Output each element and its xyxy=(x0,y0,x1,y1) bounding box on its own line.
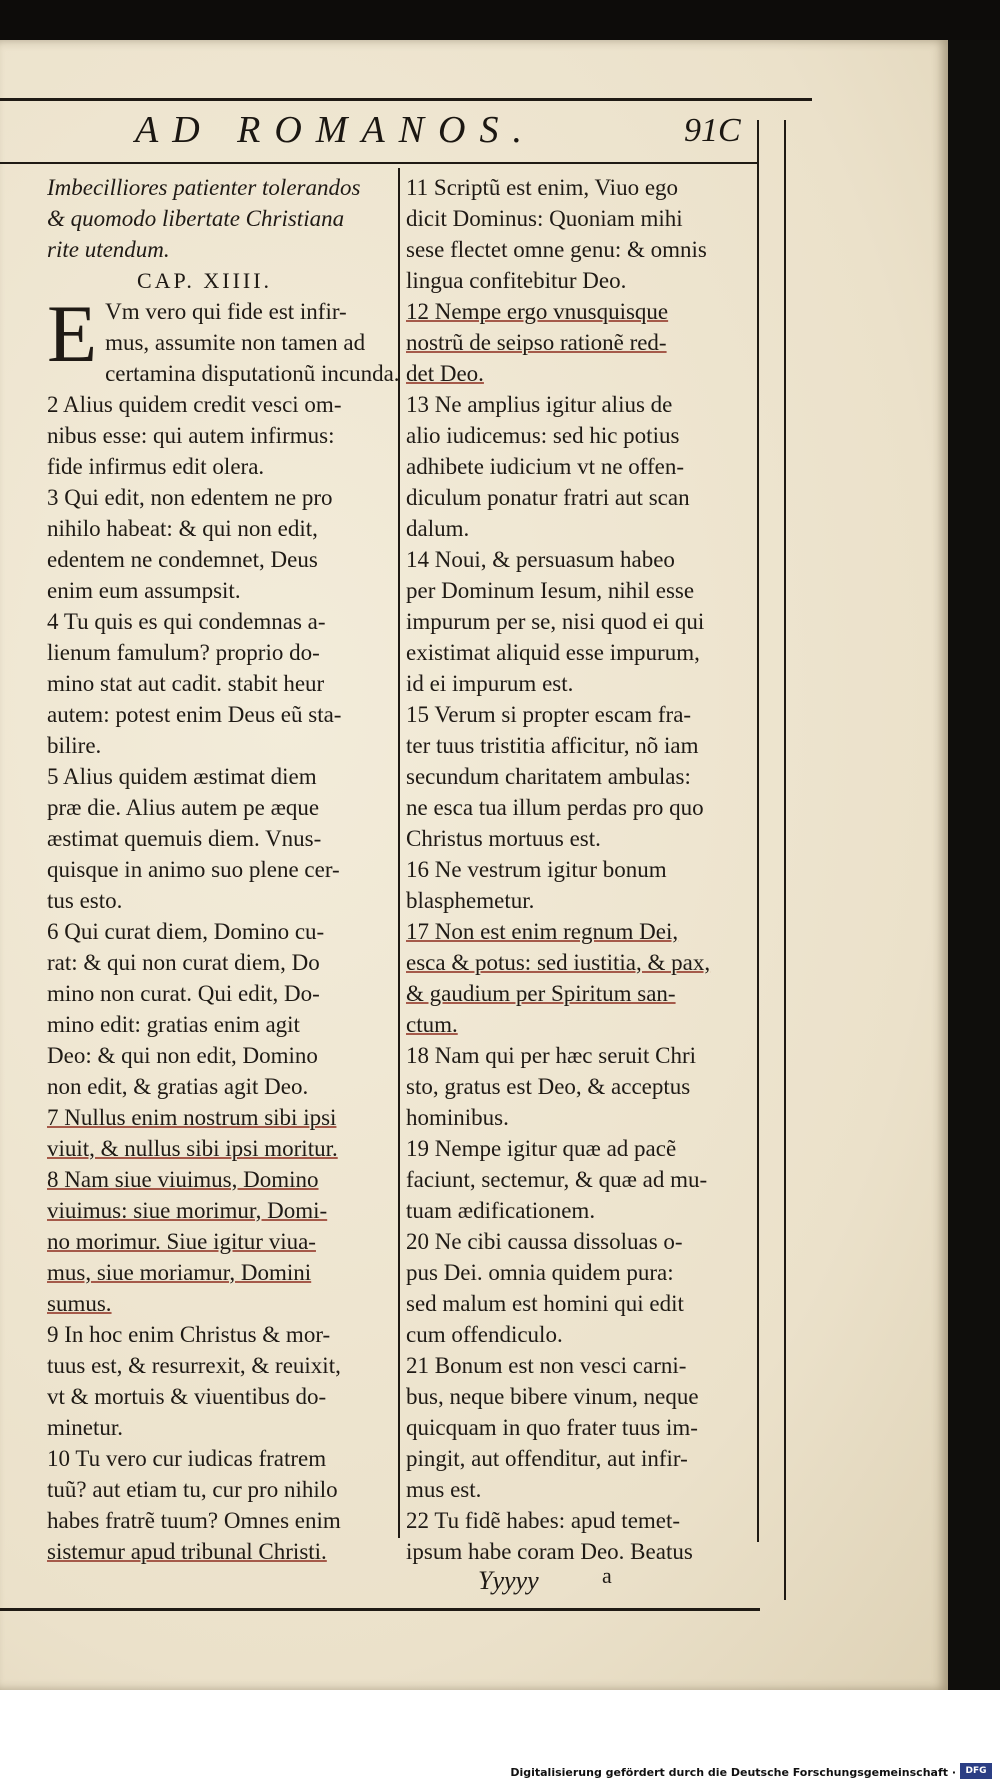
underlined-line: viuit, & nullus sibi ipsi moritur. xyxy=(47,1136,338,1161)
text-line: 21 Bonum est non vesci carni- xyxy=(406,1353,687,1378)
header-rule-bottom xyxy=(0,162,758,164)
underlined-line: 8 Nam siue viuimus, Domino xyxy=(47,1167,319,1192)
drop-capital: E xyxy=(47,288,98,379)
drop-paragraph xyxy=(47,288,400,389)
text-line: 5 Alius quidem æstimat diem xyxy=(47,764,317,789)
text-line: 4 Tu quis es qui condemnas a- xyxy=(47,609,326,634)
text-line: 6 Qui curat diem, Domino cu- xyxy=(47,919,325,944)
text-line: 9 In hoc enim Christus & mor- xyxy=(47,1322,331,1347)
outer-border-right-2 xyxy=(784,120,786,1600)
text-line: habes fratrẽ tuum? Omnes enim xyxy=(47,1508,341,1533)
drop-line: certamina disputationũ incunda. xyxy=(105,361,400,386)
underlined-line: det Deo. xyxy=(406,361,484,386)
underlined-line: sumus. xyxy=(47,1291,112,1316)
text-line: blasphemetur. xyxy=(406,888,535,913)
text-line: mino non curat. Qui edit, Do- xyxy=(47,981,320,1006)
text-line: 10 Tu vero cur iudicas fratrem xyxy=(47,1446,327,1471)
right-column xyxy=(406,172,744,1567)
signature-mark: Yyyyy xyxy=(478,1566,539,1595)
text-line: 11 Scriptũ est enim, Viuo ego xyxy=(406,175,679,200)
underlined-line: 7 Nullus enim nostrum sibi ipsi xyxy=(47,1105,337,1130)
text-line: tus esto. xyxy=(47,888,123,913)
footer-credit: Digitalisierung gefördert durch die Deutsche Forschungsgemeinschaft · xyxy=(510,1766,956,1779)
text-line: impurum per se, nisi quod ei qui xyxy=(406,609,705,634)
text-line: enim eum assumpsit. xyxy=(47,578,241,603)
scan-border-top xyxy=(0,0,1000,42)
dfg-logo: DFG xyxy=(960,1763,992,1779)
text-line: dicit Dominus: Quoniam mihi xyxy=(406,206,683,231)
text-line: hominibus. xyxy=(406,1105,509,1130)
text-line: minetur. xyxy=(47,1415,124,1440)
text-line: id ei impurum est. xyxy=(406,671,574,696)
underlined-line: nostrũ de seipso rationẽ red- xyxy=(406,330,667,355)
text-line: lingua confitebitur Deo. xyxy=(406,268,627,293)
header-rule-top xyxy=(0,98,812,101)
text-line: secundum charitatem ambulas: xyxy=(406,764,691,789)
text-line: existimat aliquid esse impurum, xyxy=(406,640,700,665)
intro-line: & quomodo libertate Christiana xyxy=(47,206,345,231)
text-line: edentem ne condemnet, Deus xyxy=(47,547,318,572)
text-line: 15 Verum si propter escam fra- xyxy=(406,702,692,727)
text-line: nibus esse: qui autem infirmus: xyxy=(47,423,335,448)
text-line: lienum famulum? proprio do- xyxy=(47,640,320,665)
text-line: cum offendiculo. xyxy=(406,1322,563,1347)
text-line: mino edit: gratias enim agit xyxy=(47,1012,300,1037)
text-line: mino stat aut cadit. stabit heur xyxy=(47,671,325,696)
text-line: quisque in animo suo plene cer- xyxy=(47,857,340,882)
text-line: tuam ædificationem. xyxy=(406,1198,596,1223)
text-line: ter tuus tristitia afficitur, nõ iam xyxy=(406,733,699,758)
scan-border-right xyxy=(948,40,1000,1690)
text-line: autem: potest enim Deus eũ sta- xyxy=(47,702,342,727)
text-line: dalum. xyxy=(406,516,470,541)
underlined-line: 12 Nempe ergo vnusquisque xyxy=(406,299,669,324)
page-number: 91C xyxy=(684,112,741,149)
text-line: præ die. Alius autem pe æque xyxy=(47,795,320,820)
text-line: per Dominum Iesum, nihil esse xyxy=(406,578,695,603)
text-line: Christus mortuus est. xyxy=(406,826,601,851)
text-line: tuũ? aut etiam tu, cur pro nihilo xyxy=(47,1477,338,1502)
text-line: sed malum est homini qui edit xyxy=(406,1291,684,1316)
intro-line: rite utendum. xyxy=(47,237,170,262)
text-line: vt & mortuis & viuentibus do- xyxy=(47,1384,327,1409)
outer-border-right xyxy=(757,120,759,1542)
text-line: 14 Noui, & persuasum habeo xyxy=(406,547,675,572)
text-line: sese flectet omne genu: & omnis xyxy=(406,237,707,262)
underlined-line: sistemur apud tribunal Christi. xyxy=(47,1539,327,1564)
text-line: 20 Ne cibi caussa dissoluas o- xyxy=(406,1229,683,1254)
intro-line: Imbecilliores patienter tolerandos xyxy=(47,175,361,200)
underlined-line: no morimur. Siue igitur viua- xyxy=(47,1229,316,1254)
underlined-line: 17 Non est enim regnum Dei, xyxy=(406,919,679,944)
left-column xyxy=(47,172,400,1567)
text-line: ipsum habe coram Deo. Beatus xyxy=(406,1539,693,1564)
text-line: 19 Nempe igitur quæ ad pacẽ xyxy=(406,1136,677,1161)
footer-rule xyxy=(0,1608,760,1611)
text-line: pingit, aut offenditur, aut infir- xyxy=(406,1446,688,1471)
text-line: diculum ponatur fratri aut scan xyxy=(406,485,690,510)
drop-line: Vm vero qui fide est infir- xyxy=(105,299,347,324)
text-line: sto, gratus est Deo, & acceptus xyxy=(406,1074,691,1099)
text-line: 18 Nam qui per hæc seruit Chri xyxy=(406,1043,697,1068)
running-title: AD ROMANOS. xyxy=(135,109,536,151)
text-line: alio iudicemus: sed hic potius xyxy=(406,423,680,448)
underlined-line: ctum. xyxy=(406,1012,458,1037)
text-line: 22 Tu fidẽ habes: apud temet- xyxy=(406,1508,681,1533)
chapter-heading: CAP. XIIII. xyxy=(137,268,273,293)
signature-sub: a xyxy=(602,1563,612,1588)
underlined-line: esca & potus: sed iustitia, & pax, xyxy=(406,950,711,975)
text-line: nihilo habeat: & qui non edit, xyxy=(47,516,318,541)
text-line: mus est. xyxy=(406,1477,482,1502)
text-line: æstimat quemuis diem. Vnus- xyxy=(47,826,322,851)
text-line: bus, neque bibere vinum, neque xyxy=(406,1384,699,1409)
text-line: 16 Ne vestrum igitur bonum xyxy=(406,857,667,882)
drop-line: mus, assumite non tamen ad xyxy=(105,330,366,355)
text-line: ne esca tua illum perdas pro quo xyxy=(406,795,704,820)
text-line: quicquam in quo frater tuus im- xyxy=(406,1415,698,1440)
underlined-line: viuimus: siue morimur, Domi- xyxy=(47,1198,328,1223)
text-line: Deo: & qui non edit, Domino xyxy=(47,1043,318,1068)
text-line: fide infirmus edit olera. xyxy=(47,454,265,479)
underlined-line: & gaudium per Spiritum san- xyxy=(406,981,676,1006)
text-line: non edit, & gratias agit Deo. xyxy=(47,1074,309,1099)
text-line: 3 Qui edit, non edentem ne pro xyxy=(47,485,333,510)
text-line: 2 Alius quidem credit vesci om- xyxy=(47,392,342,417)
text-line: adhibete iudicium vt ne offen- xyxy=(406,454,685,479)
text-line: pus Dei. omnia quidem pura: xyxy=(406,1260,674,1285)
text-line: tuus est, & resurrexit, & reuixit, xyxy=(47,1353,341,1378)
text-line: bilire. xyxy=(47,733,102,758)
underlined-line: mus, siue moriamur, Domini xyxy=(47,1260,312,1285)
text-line: rat: & qui non curat diem, Do xyxy=(47,950,320,975)
text-line: faciunt, sectemur, & quæ ad mu- xyxy=(406,1167,708,1192)
text-line: 13 Ne amplius igitur alius de xyxy=(406,392,673,417)
